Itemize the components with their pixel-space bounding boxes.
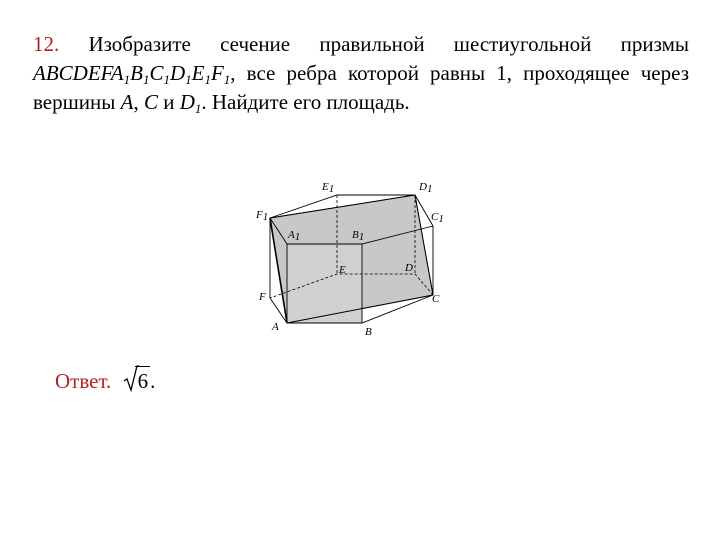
label-e1: E1 xyxy=(322,181,335,195)
label-b: B xyxy=(365,326,372,338)
problem-number: 12. xyxy=(33,32,60,56)
vertex-c: C xyxy=(143,90,158,114)
problem-text-3: . Найдите его площадь. xyxy=(201,90,410,114)
problem-statement: 12. Изобразите сечение правильной шестиугольной призмы $ABCDEFA_1B_1C_1D_1E_1F_1$, все ребра которой равны 1, проходящее через вершины A, C и $D_1$. Найдите его площадь. xyxy=(33,32,689,116)
prism-name: $ABCDEFA_1B_1C_1D_1E_1F_1$ xyxy=(33,61,231,87)
radical-sign-icon xyxy=(123,365,139,393)
label-e: E xyxy=(339,264,346,276)
label-d: D xyxy=(405,262,413,274)
label-f: F xyxy=(259,291,266,303)
problem-text-1: Изобразите сечение правильной шестиугольной призмы xyxy=(88,32,689,56)
sqrt-expression xyxy=(123,366,151,395)
label-c1: C1 xyxy=(431,211,444,225)
label-a: A xyxy=(272,321,279,333)
vertex-d1: $D_1$ xyxy=(179,90,202,116)
radicand: 6 xyxy=(135,366,151,395)
label-b1: B1 xyxy=(352,229,365,243)
prism-figure xyxy=(250,178,450,338)
vertex-a: A xyxy=(120,90,134,114)
label-d1: D1 xyxy=(419,181,433,195)
problem-text-2: , все ребра которой равны 1, проходящее через вершины xyxy=(33,61,689,114)
label-f1: F1 xyxy=(256,209,269,223)
label-a1: A1 xyxy=(288,229,301,243)
answer-period: . xyxy=(150,369,156,393)
answer-label: Ответ. xyxy=(55,369,112,393)
label-c: C xyxy=(432,293,440,305)
answer-line xyxy=(55,366,155,395)
